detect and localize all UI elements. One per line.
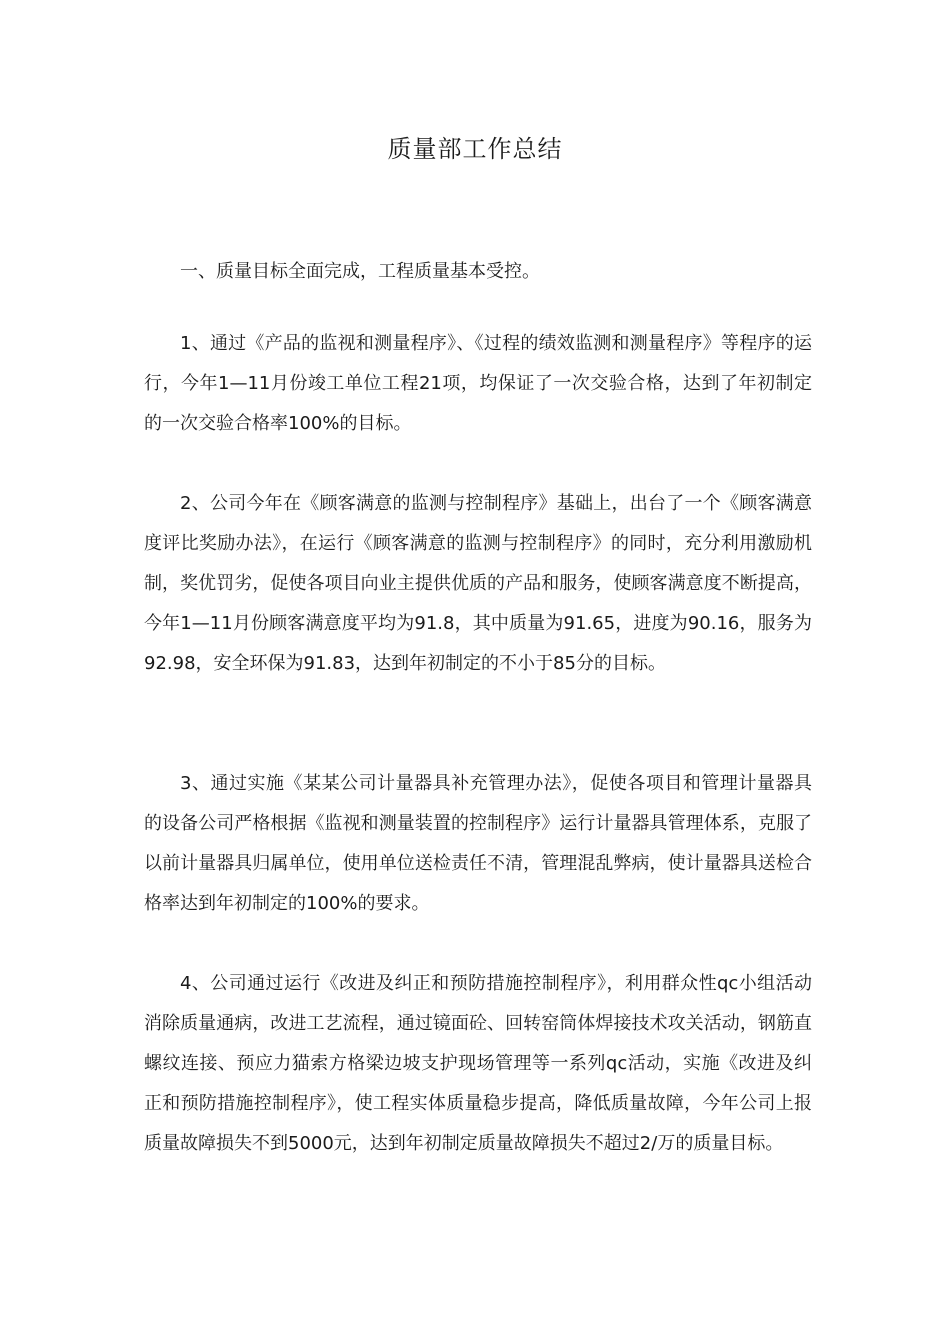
paragraph-3: 3、通过实施《某某公司计量器具补充管理办法》，促使各项目和管理计量器具的设备公司严格根据《监视和测量装置的控制程序》运行计量器具管理体系，克服了以前计量器具归属单位，使用单位送检责任不清，管理混乱弊病，使计量器具送检合格率达到年初制定的100%的要求。 <box>144 773 812 914</box>
document-title: 质量部工作总结 <box>387 135 563 163</box>
paragraph-4: 4、公司通过运行《改进及纠正和预防措施控制程序》，利用群众性qc小组活动消除质量通病，改进工艺流程，通过镜面砼、回转窑筒体焊接技术攻关活动，钢筋直螺纹连接、预应力猫索方格梁边坡支护现场管理等一系列qc活动，实施《改进及纠正和预防措施控制程序》，使工程实体质量稳步提高，降低质量故障，今年公司上报质量故障损失不到5000元，达到年初制定质量故障损失不超过2/万的质量目标。 <box>144 973 812 1154</box>
paragraph-2: 2、公司今年在《顾客满意的监测与控制程序》基础上，出台了一个《顾客满意度评比奖励办法》，在运行《顾客满意的监测与控制程序》的同时，充分利用激励机制，奖优罚劣，促使各项目向业主提供优质的产品和服务，使顾客满意度不断提高，今年1—11月份顾客满意度平均为91.8，其中质量为91.65，进度为90.16，服务为92.98，安全环保为91.83，达到年初制定的不小于85分的目标。 <box>144 493 812 674</box>
section-heading: 一、质量目标全面完成，工程质量基本受控。 <box>180 261 540 282</box>
paragraph-1: 1、通过《产品的监视和测量程序》、《过程的绩效监测和测量程序》等程序的运行，今年1—11月份竣工单位工程21项，均保证了一次交验合格，达到了年初制定的一次交验合格率100%的目标。 <box>144 333 812 434</box>
